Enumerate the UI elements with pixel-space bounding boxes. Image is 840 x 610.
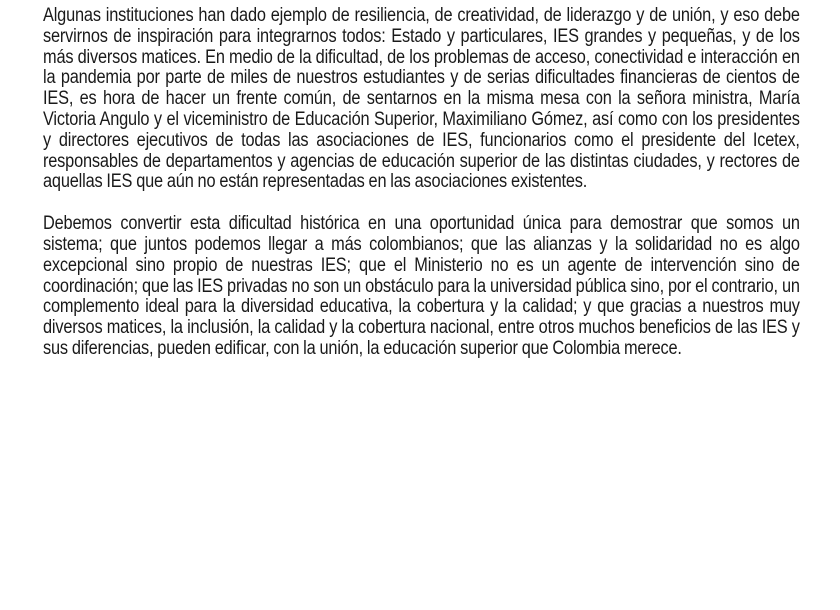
paragraph-2: Debemos convertir esta dificultad histórica en una oportunidad única para demostrar que somos un sistema; que juntos podemos llegar a más colombianos; que las alianzas y la solidaridad no es algo excepcional sino propio de nuestras IES; que el Ministerio no es un agente de intervención sino de coordinación; que las IES privadas no son un obstáculo para la universidad pública sino, por el contrario, un complemento ideal para la diversidad educativa, la cobertura y la calidad; y que gracias a nuestros muy diversos matices, la inclusión, la calidad y la cobertura nacional, entre otros muchos beneficios de las IES y sus diferencias, pueden edificar, con la unión, la educación superior que Colombia merece.: [43, 213, 800, 359]
article-body: [43, 6, 799, 360]
paragraph-1: Algunas instituciones han dado ejemplo de resiliencia, de creatividad, de liderazgo y de unión, y eso debe servirnos de inspiración para integrarnos todos: Estado y particulares, IES grandes y pequeñas, y de los más diversos matices. En medio de la dificultad, de los problemas de acceso, conectividad e interacción en la pandemia por parte de miles de nuestros estudiantes y de serias dificultades financieras de cientos de IES, es hora de hacer un frente común, de sentarnos en la misma mesa con la señora ministra, María Victoria Angulo y el viceministro de Educación Superior, Maximiliano Gómez, así como con los presidentes y directores ejecutivos de todas las asociaciones de IES, funcionarios como el presidente del Icetex, responsables de departamentos y agencias de educación superior de las distintas ciudades, y rectores de aquellas IES que aún no están representadas en las asociaciones existentes.: [43, 5, 800, 193]
